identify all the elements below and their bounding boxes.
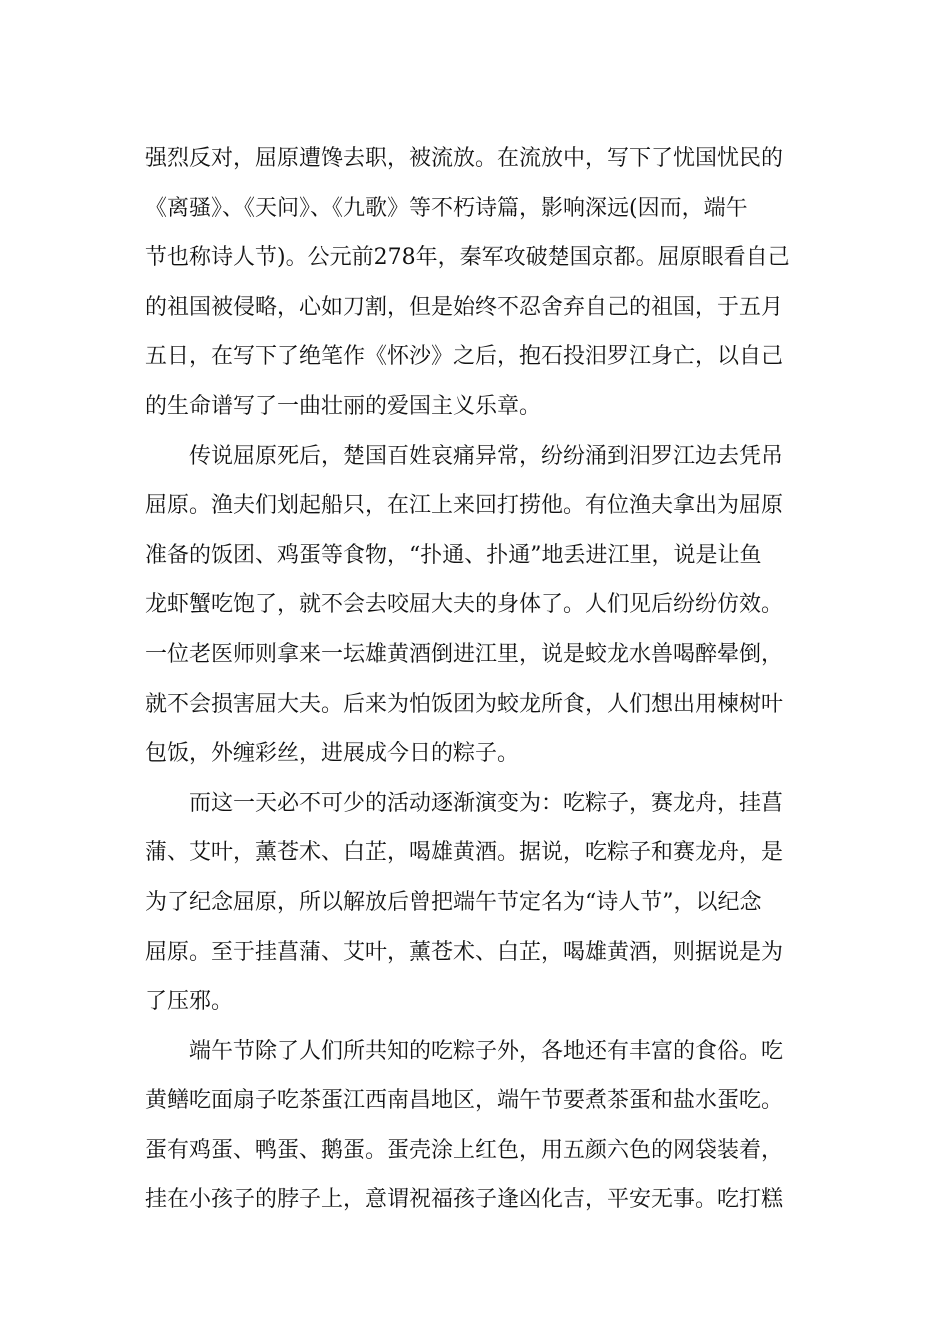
text-line: 而这一天必不可少的活动逐渐演变为：吃粽子，赛龙舟，挂菖: [189, 790, 784, 816]
paragraph-4: [145, 1027, 807, 1225]
paragraph-1: [145, 134, 807, 432]
text-line: 一位老医师则拿来一坛雄黄酒倒进江里，说是蛟龙水兽喝醉晕倒，: [145, 641, 784, 667]
text-line: 屈原。至于挂菖蒲、艾叶，薰苍术、白芷，喝雄黄酒，则据说是为: [145, 939, 784, 965]
text-line: 节也称诗人节)。公元前278年，秦军攻破楚国京都。屈原眼看自己: [145, 245, 790, 271]
text-line: 传说屈原死后，楚国百姓哀痛异常，纷纷涌到汨罗江边去凭吊: [189, 443, 784, 469]
paragraph-3: [145, 779, 807, 1027]
text-line: 强烈反对，屈原遭馋去职，被流放。在流放中，写下了忧国忧民的: [145, 146, 784, 171]
text-line: 就不会损害屈大夫。后来为怕饭团为蛟龙所食，人们想出用楝树叶: [145, 691, 784, 717]
body-text: [145, 134, 807, 1225]
text-line: 黄鳝吃面扇子吃茶蛋江西南昌地区，端午节要煮茶蛋和盐水蛋吃。: [145, 1088, 784, 1114]
text-line: 蒲、艾叶，薰苍术、白芷，喝雄黄酒。据说，吃粽子和赛龙舟，是: [145, 840, 784, 866]
text-line: 的祖国被侵略，心如刀割，但是始终不忍舍弃自己的祖国，于五月: [145, 294, 784, 320]
text-line: 准备的饭团、鸡蛋等食物，“扑通、扑通”地丢进江里，说是让鱼: [145, 542, 762, 568]
text-line: 了压邪。: [145, 989, 234, 1015]
text-line: 《离骚》、《天问》、《九歌》等不朽诗篇，影响深远(因而，端午: [145, 195, 748, 221]
text-line: 的生命谱写了一曲壮丽的爱国主义乐章。: [145, 393, 542, 419]
text-line: 蛋有鸡蛋、鸭蛋、鹅蛋。蛋壳涂上红色，用五颜六色的网袋装着，: [145, 1137, 784, 1163]
text-line: 挂在小孩子的脖子上，意谓祝福孩子逢凶化吉，平安无事。吃打糕: [145, 1187, 784, 1213]
text-line: 屈原。渔夫们划起船只，在江上来回打捞他。有位渔夫拿出为屈原: [145, 493, 784, 519]
text-line: 龙虾蟹吃饱了，就不会去咬屈大夫的身体了。人们见后纷纷仿效。: [145, 592, 784, 618]
paragraph-2: [145, 432, 807, 779]
text-line: 为了纪念屈原，所以解放后曾把端午节定名为“诗人节”，以纪念: [145, 889, 762, 915]
text-line: 包饭，外缠彩丝，进展成今日的粽子。: [145, 741, 520, 767]
text-line: 五日，在写下了绝笔作《怀沙》之后，抱石投汨罗江身亡，以自己: [145, 344, 784, 370]
text-line: 端午节除了人们所共知的吃粽子外，各地还有丰富的食俗。吃: [189, 1038, 784, 1064]
